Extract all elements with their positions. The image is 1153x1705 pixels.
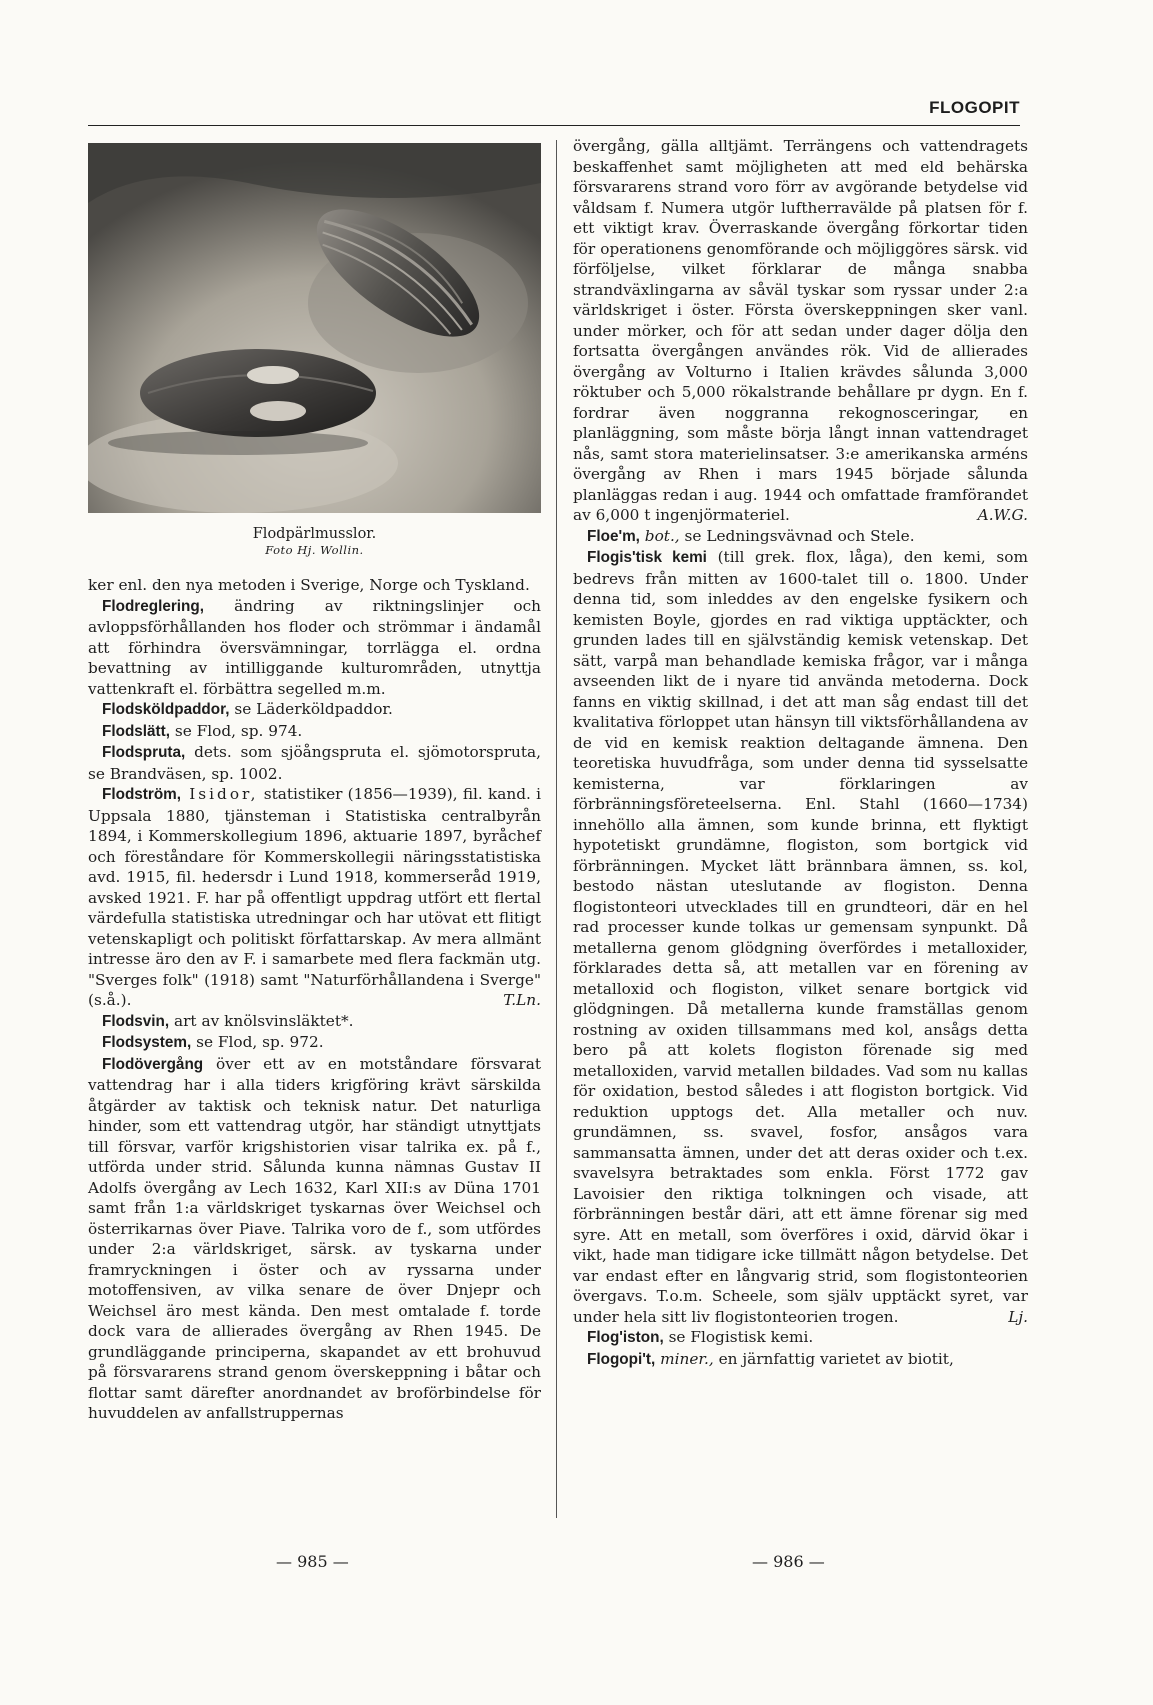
running-head: FLOGOPIT bbox=[929, 98, 1020, 117]
entry-headword: Flog'iston, bbox=[587, 1329, 664, 1346]
page-number-right: — 986 — bbox=[752, 1552, 825, 1571]
entry-headword: Flogis'tisk kemi bbox=[587, 549, 707, 566]
right-column bbox=[573, 136, 1028, 1370]
continuation-text bbox=[573, 136, 1028, 526]
entry-flodsystem bbox=[88, 1032, 541, 1054]
entry-headword: Flodström, bbox=[102, 786, 182, 803]
left-entries bbox=[88, 575, 541, 1424]
entry-person-name: Isidor, bbox=[181, 785, 259, 803]
entry-text: se Läderköldpaddor. bbox=[229, 700, 393, 718]
entry-text: över ett av en motståndare försvarat vattendrag har i alla tiders krigföring krävt särskilda åtgärder av taktisk och teknisk natur. Det naturliga hinder, som ett vattendrag utgör, har ständigt utnyttjats till försvar, varför krigshistorien visar talrika ex. på f., utförda under strid. Sålunda kunna nämnas Gustav II Adolfs övergång av Lech 1632, Karl XII:s av Düna 1701 samt från 1:a världskriget tyskarnas över Weichsel och österrikarnas över Piave. Talrika voro de f., som utfördes under 2:a världskriget, särsk. av tyskarna under framryckningen i öster och av ryssarna under motoffensiven, av vilka senare de över Dnjepr och Weichsel äro mest kända. Den mest omtalade f. torde dock vara de allierades övergång av Rhen 1945. De grundläggande principerna, skapandet av ett brohuvud på försvararens strand genom överskeppning i båtar och flottar samt därefter anordnandet av broförbindelse för huvuddelen av anfallstruppernas bbox=[88, 1054, 541, 1422]
entry-flogiston bbox=[573, 1327, 1028, 1349]
entry-floem bbox=[573, 526, 1028, 548]
entry-text: statistiker (1856—1939), fil. kand. i Uppsala 1880, tjänsteman i Statistiska centralbyrån 1894, i Kommerskollegium 1896, aktuarie 1897, byråchef och föreståndare för Kommerskollegii näringsstatistiska avd. 1915, fil. hedersdr i Lund 1918, kommerseråd 1919, avsked 1921. F. har på offentligt uppdrag utfört ett flertal värdefulla statistiska utredningar och har utövat ett flitigt vetenskapligt och politiskt författarskap. Av mera allmänt intresse äro den av F. i samarbete med flera fackmän utg. "Sverges folk" (1918) samt "Naturförhållandena i Sverge" (s.å.). bbox=[88, 785, 541, 1009]
entry-flodsvin bbox=[88, 1011, 541, 1033]
caption-title: Flodpärlmusslor. bbox=[252, 526, 377, 542]
continuation-body: övergång, gälla alltjämt. Terrängens och vattendragets beskaffenhet samt möjligheten att med eld behärska försvararens strand voro förr av avgörande betydelse vid våldsam f. Numera utgör luftherravälde på platsen för f. ett viktigt krav. Överraskande övergång förkortar tiden för operationens genomförande och möjliggöres särsk. vid förföljelse, vilket förklarar de många snabba strandväxlingarna av såväl tyskar som ryssar under 2:a världskriget i öster. Första överskeppningen sker vanl. under mörker, och för att sedan under dager dölja den fortsatta övergången användes rök. Vid de allierades övergång av Volturno i Italien krävdes sålunda 3,000 röktuber och 5,000 rökalstrande behållare pr dygn. En f. fordrar även noggranna rekognosceringar, en planläggning, som måste börja långt innan vattendraget nås, samt stora materielinsatser. 3:e amerikanska arméns övergång av Rhen i mars 1945 började sålunda planläggas redan i aug. 1944 och omfattade framförandet av 6,000 t ingenjörmateriel. bbox=[573, 137, 1028, 524]
entry-flodovergang bbox=[88, 1054, 541, 1424]
entry-headword: Flodövergång bbox=[102, 1055, 204, 1073]
entry-text: se Flod, sp. 974. bbox=[170, 721, 303, 740]
left-column bbox=[88, 143, 541, 1424]
entry-text: se Flod, sp. 972. bbox=[191, 1033, 324, 1051]
author-signature: T.Ln. bbox=[503, 991, 541, 1009]
entry-text: art av knölsvinsläktet*. bbox=[169, 1011, 354, 1030]
entry-field-abbr: bot., bbox=[639, 526, 680, 545]
entry-flogopit bbox=[573, 1349, 1028, 1371]
entry-headword: Flogopi't, bbox=[587, 1350, 656, 1368]
entry-text: en järnfattig varietet av biotit, bbox=[713, 1349, 954, 1368]
entry-text: se Ledningsvävnad och Stele. bbox=[679, 526, 915, 545]
entry-field-abbr: miner., bbox=[655, 1349, 714, 1368]
entry-flodstrom bbox=[88, 784, 541, 1011]
page-number-left: — 985 — bbox=[276, 1552, 349, 1571]
entry-flodreglering bbox=[88, 596, 541, 700]
mussel-photo bbox=[88, 143, 541, 513]
entry-flodslatt bbox=[88, 721, 541, 743]
entry-flodspruta bbox=[88, 742, 541, 784]
entry-text: (till grek. flox, låga), den kemi, som bedrevs från mitten av 1600-talet till o. 1800. Under denna tid, som inleddes av den engelske fysikern och kemisten Boyle, gjordes en rad viktiga upptäckter, och grunden lades till en självständig kemisk vetenskap. Det sätt, varpå man behandlade kemiska frågor, var i många avseenden likt de i nyare tid använda metoderna. Dock fanns en viktig skillnad, i det att man såg endast till det kvalitativa förloppet utan hänsyn till viktsförhållandena av de vid en kemisk reaktion deltagande ämnena. Den teoretiska huvudfråga, som under denna tid sysselsatte kemisterna, var förklaringen av förbränningsföreteelserna. Enl. Stahl (1660—1734) innehöllo alla ämnen, som kunde brinna, ett flyktigt hypotetiskt grundämne, flogiston, som bortgick vid förbränningen. Mycket lätt brännbara ämnen, ss. kol, bestodo nästan uteslutande av flogiston. Denna flogistonteori utvecklades till en grundteori, där en hel rad processer kunde tolkas ur gemensam synpunkt. Då metallerna genom glödgning överfördes i metalloxider, förklarades detta så, att metallen var en förening av metalloxid och flogiston, vilket senare bortgick vid glödgningen. Då metallerna kunde framställas genom rostning av oxiden tillsammans med kol, ansågs detta bero på att kolets flogiston förenade sig med metalloxiden, varvid metallen bildades. Vad som nu kallas för oxidation, bestod således i att flogiston bortgick. Vid reduktion upptogs det. Alla metaller och nuv. grundämnen, ss. svavel, fosfor, ansågos vara sammansatta ämnen, under det att deras oxider och t.ex. svavelsyra betraktades som enkla. Först 1772 gav Lavoisier den riktiga tolkningen och visade, att förbränningen består däri, att ett ämne förenar sig med syre. Att en metall, som överföres i oxid, därvid ökar i vikt, hade man tidigare icke tillmätt någon betydelse. Det var endast efter en långvarig strid, som flogistonteorien övergavs. T.o.m. Scheele, som själv upptäckt syret, var under hela sitt liv flogistonteorien trogen. bbox=[573, 548, 1028, 1326]
entry-headword: Flodspruta, bbox=[102, 744, 186, 761]
entry-headword: Floe'm, bbox=[587, 527, 640, 545]
entry-headword: Flodslätt, bbox=[102, 722, 170, 740]
figure bbox=[88, 143, 541, 557]
entry-flodskoldpaddor bbox=[88, 699, 541, 721]
author-signature: Lj. bbox=[1008, 1307, 1028, 1326]
caption-credit: Foto Hj. Wollin. bbox=[265, 543, 364, 557]
entry-text: ändring av riktningslinjer och avloppsförhållanden hos floder och strömmar i ändamål att förhindra översvämningar, torrlägga el. ordna bevattning av intilliggande kulturområden, utnyttja vattenkraft el. förbättra segelled m.m. bbox=[88, 596, 541, 698]
author-signature: A.W.G. bbox=[977, 506, 1028, 524]
column-rule bbox=[556, 140, 557, 1518]
header-rule bbox=[88, 125, 1020, 126]
mussel-photo-image bbox=[88, 143, 541, 513]
entry-headword: Flodsystem, bbox=[102, 1034, 192, 1051]
figure-caption bbox=[88, 525, 541, 557]
entry-text: dets. som sjöångspruta el. sjömotorspruta, se Brandväsen, sp. 1002. bbox=[88, 743, 541, 783]
entry-flogistisk-kemi bbox=[573, 547, 1028, 1327]
continuation-text: ker enl. den nya metoden i Sverige, Norge och Tyskland. bbox=[88, 576, 530, 594]
entry-headword: Flodsköldpaddor, bbox=[102, 701, 230, 718]
entry-headword: Flodreglering, bbox=[102, 597, 204, 615]
entry-text: se Flogistisk kemi. bbox=[663, 1328, 814, 1346]
entry-headword: Flodsvin, bbox=[102, 1012, 170, 1030]
